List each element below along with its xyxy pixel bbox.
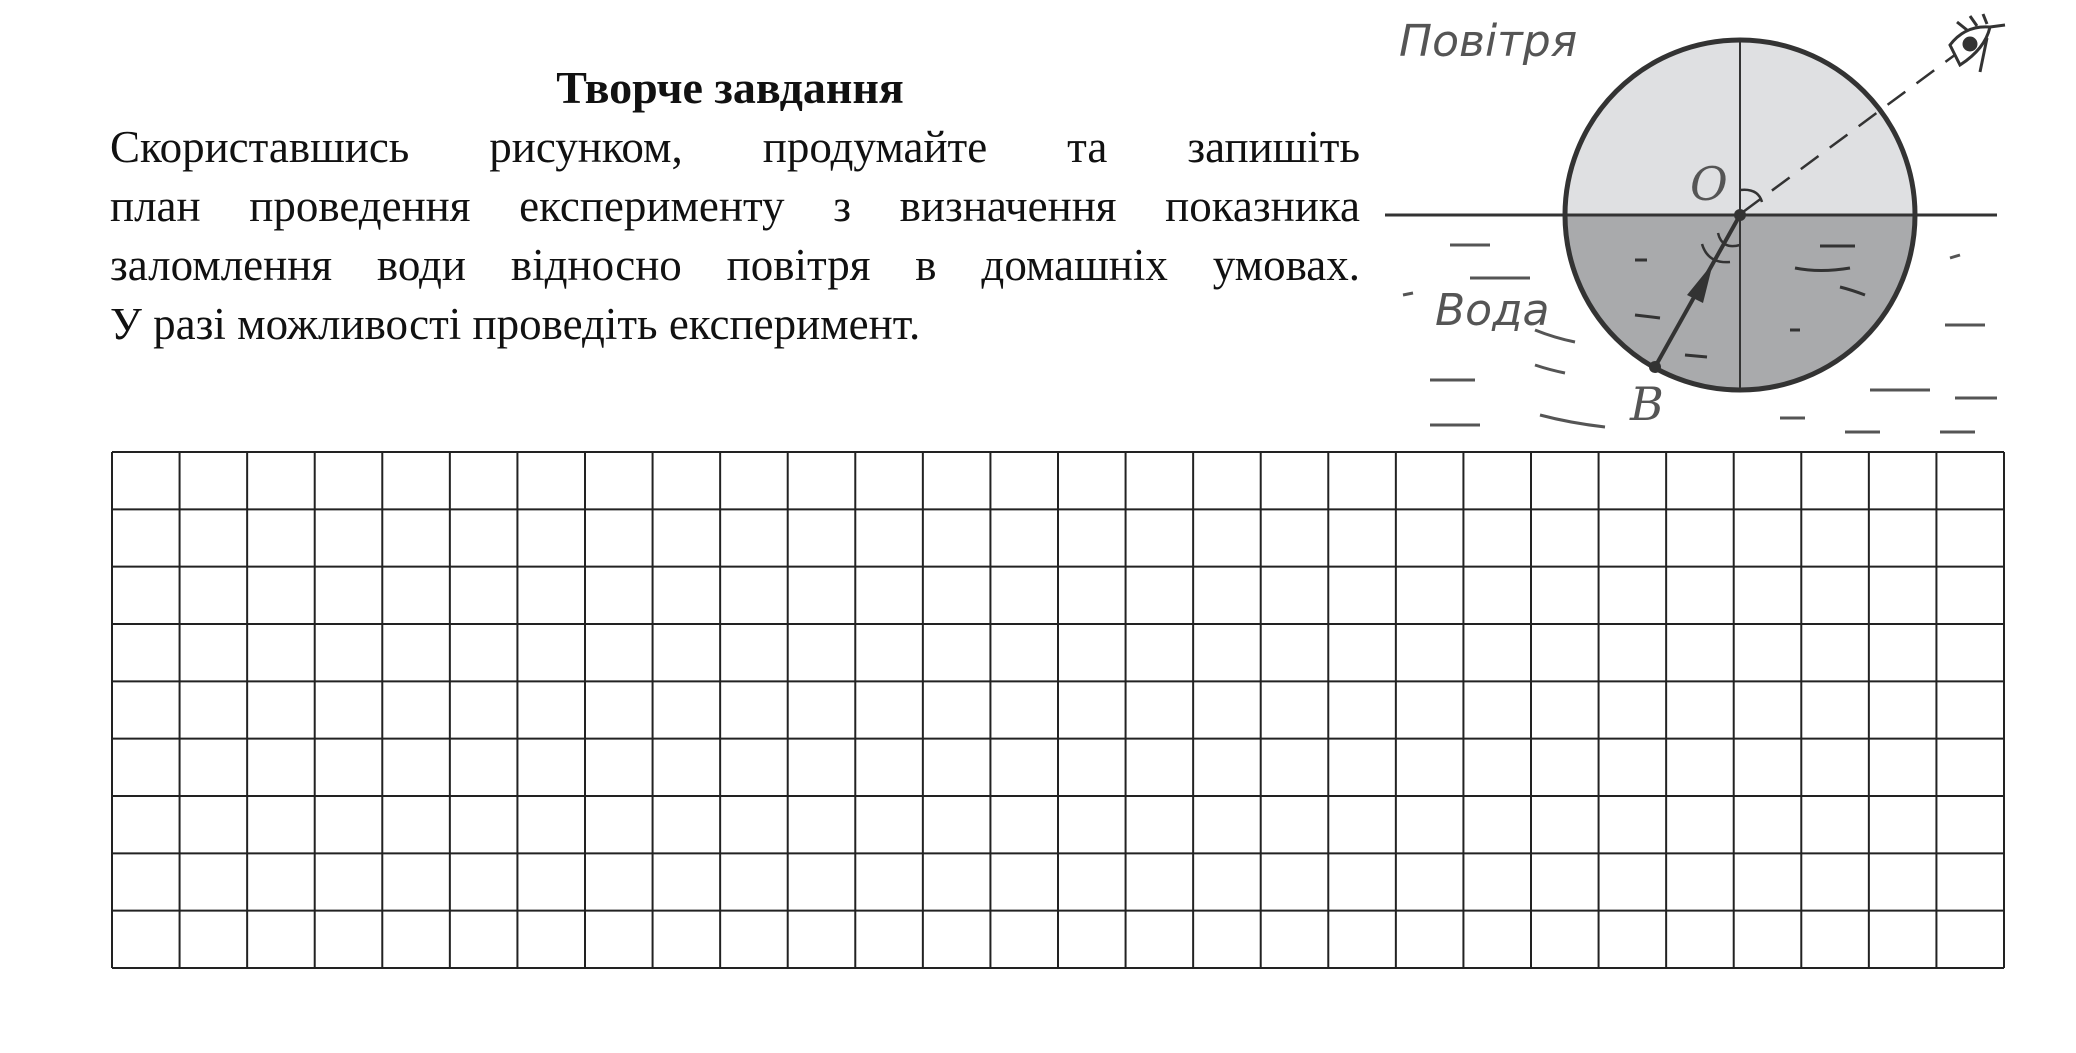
answer-grid-lines [110, 450, 2005, 970]
point-b-dot [1649, 361, 1661, 373]
point-o-dot [1734, 209, 1746, 221]
eye-icon [1950, 14, 2005, 72]
air-label: Повітря [1399, 16, 1578, 67]
point-b-label: B [1630, 377, 1664, 431]
answer-grid[interactable] [110, 450, 2005, 970]
point-o-label: O [1690, 157, 1728, 211]
task-text-line: У разі можливості проведіть експеримент. [110, 299, 921, 349]
task-text-line: Скориставшись рисунком, продумайте та запишіть [110, 122, 1360, 172]
task-text-line: план проведення експерименту з визначення показника [110, 181, 1360, 231]
task-text [110, 118, 1360, 354]
water-label: Вода [1435, 285, 1550, 336]
task-title: Творче завдання [556, 62, 904, 113]
task-text-line: заломлення води відносно повітря в домашніх умовах. [110, 240, 1360, 290]
refraction-diagram [1385, 0, 2025, 445]
refraction-figure [1385, 0, 2025, 445]
